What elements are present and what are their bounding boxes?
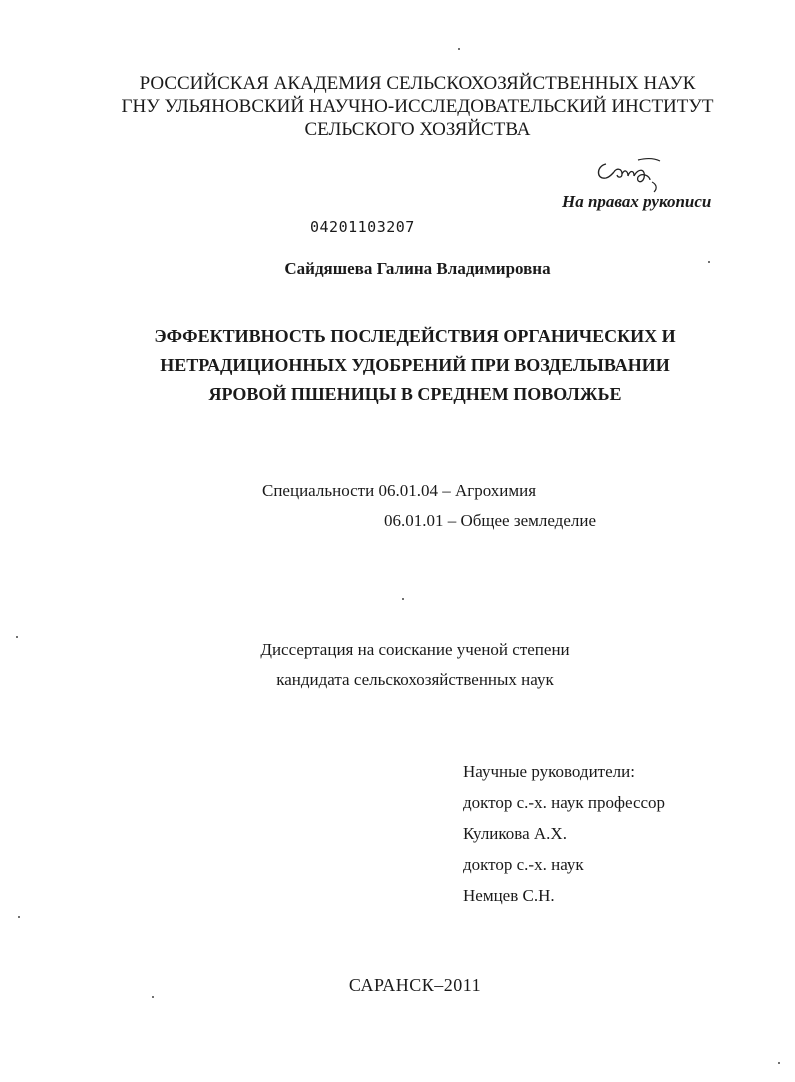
scan-speck: [458, 48, 460, 50]
header-line-2: ГНУ УЛЬЯНОВСКИЙ НАУЧНО-ИССЛЕДОВАТЕЛЬСКИЙ ИНСТИТУТ: [121, 96, 714, 117]
supervisor-1-name: Куликова А.Х.: [463, 824, 567, 843]
scan-speck: [16, 636, 18, 638]
supervisor-1-degree: доктор с.-х. наук профессор: [463, 793, 666, 812]
institution-header: [0, 72, 795, 141]
scan-speck: [152, 996, 154, 998]
city-year: САРАНСК–2011: [348, 975, 482, 995]
scan-speck: [18, 916, 20, 918]
supervisors-heading: Научные руководители:: [463, 762, 635, 781]
title-line-3: ЯРОВОЙ ПШЕНИЦЫ В СРЕДНЕМ ПОВОЛЖЬЕ: [208, 384, 622, 404]
author-name: Сайдяшева Галина Владимировна: [284, 259, 551, 278]
scan-speck: [708, 261, 710, 263]
scan-speck: [778, 1062, 780, 1064]
handwritten-signature: [592, 150, 672, 198]
header-line-3: СЕЛЬСКОГО ХОЗЯЙСТВА: [304, 119, 531, 140]
degree-statement: [0, 635, 795, 695]
dissertation-title: [0, 322, 795, 409]
specialty-line-2: 06.01.01 – Общее земледелие: [384, 511, 597, 530]
document-number: 04201103207: [310, 218, 415, 236]
header-line-1: РОССИЙСКАЯ АКАДЕМИЯ СЕЛЬСКОХОЗЯЙСТВЕННЫХ НАУК: [139, 73, 696, 94]
supervisor-2-name: Немцев С.Н.: [463, 886, 555, 905]
title-line-2: НЕТРАДИЦИОННЫХ УДОБРЕНИЙ ПРИ ВОЗДЕЛЫВАНИИ: [160, 355, 670, 375]
title-line-1: ЭФФЕКТИВНОСТЬ ПОСЛЕДЕЙСТВИЯ ОРГАНИЧЕСКИХ И: [154, 326, 676, 346]
supervisor-2-degree: доктор с.-х. наук: [463, 855, 584, 874]
manuscript-rights-note: На правах рукописи: [562, 192, 712, 211]
supervisors-block: [463, 756, 665, 911]
degree-line-2: кандидата сельскохозяйственных наук: [276, 670, 554, 689]
scan-speck: [402, 598, 404, 600]
specialty-line-1: Специальности 06.01.04 – Агрохимия: [262, 481, 537, 500]
degree-line-1: Диссертация на соискание ученой степени: [260, 640, 570, 659]
